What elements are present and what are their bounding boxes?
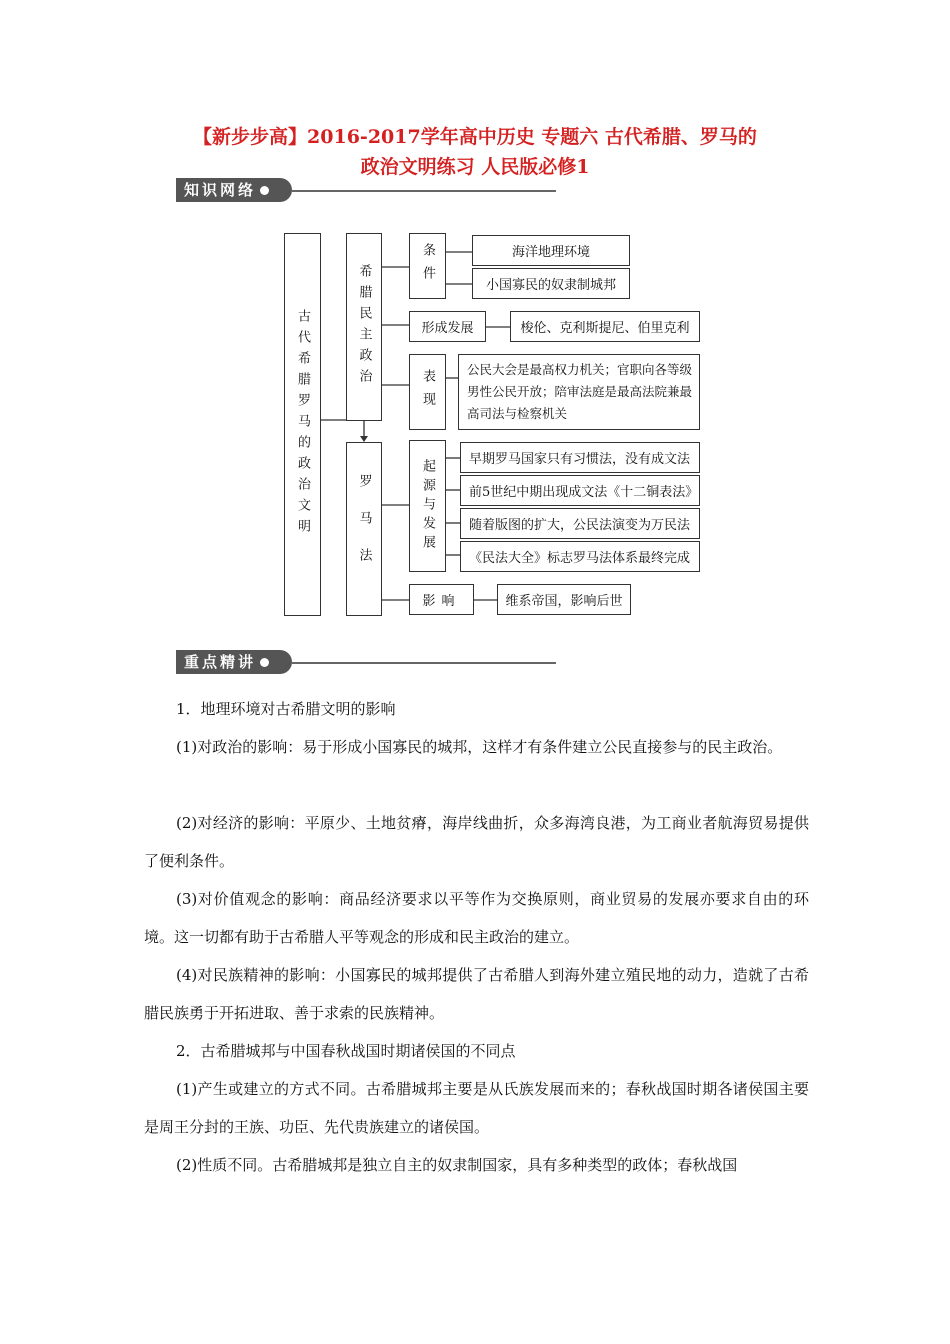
origin-item-text: 前5世纪中期出现成文法《十二铜表法》 [469, 485, 699, 500]
body-paragraph: (1)产生或建立的方式不同。古希腊城邦主要是从氏族发展而来的；春秋战国时期各诸侯国主要是周王分封的王族、功臣、先代贵族建立的诸侯国。 [144, 1080, 809, 1136]
diagram-formation-node [409, 311, 486, 342]
formation-label: 形成发展 [421, 321, 474, 336]
diagram-formation-item [510, 311, 700, 342]
bullet-dot-icon [260, 658, 269, 667]
body-heading-1: 1．地理环境对古希腊文明的影响 [176, 700, 396, 718]
body-paragraph: (2)对经济的影响：平原少、土地贫瘠，海岸线曲折，众多海湾良港，为工商业者航海贸易提供了便利条件。 [144, 814, 809, 870]
body-paragraph: (4)对民族精神的影响：小国寡民的城邦提供了古希腊人到海外建立殖民地的动力，造就了古希腊民族勇于开拓进取、善于求索的民族精神。 [144, 966, 809, 1022]
greek-node-label: 希腊民主政治 [356, 264, 372, 390]
body-paragraph: (1)对政治的影响：易于形成小国寡民的城邦，这样才有条件建立公民直接参与的民主政治。 [176, 738, 783, 756]
diagram-conditions-node [409, 233, 446, 299]
origin-item-text: 《民法大全》标志罗马法体系最终完成 [469, 551, 691, 566]
diagram-manifestation-node [409, 354, 446, 430]
section-divider [292, 662, 556, 664]
diagram-manifestation-item [458, 354, 700, 430]
section-label-text: 知识网络 [184, 181, 257, 199]
influence-label: 影响 [422, 594, 461, 609]
diagram-origin-item [460, 475, 700, 506]
diagram-origin-item [460, 508, 700, 539]
body-paragraph: (3)对价值观念的影响：商品经济要求以平等作为交换原则，商业贸易的发展亦要求自由的环境。这一切都有助于古希腊人平等观念的形成和民主政治的建立。 [144, 890, 809, 946]
document-title-line2: 政治文明练习 人民版必修1 [360, 156, 590, 178]
diagram-condition-item [472, 268, 630, 299]
diagram-influence-node [409, 584, 474, 615]
condition-item-text: 小国寡民的奴隶制城邦 [485, 278, 616, 293]
diagram-condition-item [472, 235, 630, 266]
section-label-key-points [176, 650, 292, 674]
document-title-line1: 【新步步高】2016-2017学年高中历史 专题六 古代希腊、罗马的 [193, 126, 757, 148]
roman-node-label: 罗马法 [356, 473, 372, 585]
diagram-greek-democracy-node [346, 233, 382, 421]
body-heading-2: 2．古希腊城邦与中国春秋战国时期诸侯国的不同点 [176, 1042, 516, 1060]
diagram-origin-item [460, 541, 700, 572]
influence-item-text: 维系帝国，影响后世 [505, 594, 623, 609]
diagram-influence-item [497, 584, 631, 615]
diagram-roman-law-node [346, 442, 382, 616]
diagram-origin-node [409, 440, 446, 572]
origin-item-text: 早期罗马国家只有习惯法，没有成文法 [469, 452, 691, 467]
diagram-origin-item [460, 442, 700, 473]
manifestation-label: 表现 [420, 369, 435, 415]
condition-item-text: 海洋地理环境 [511, 245, 590, 260]
body-paragraph: (2)性质不同。古希腊城邦是独立自主的奴隶制国家，具有多种类型的政体；春秋战国 [176, 1156, 738, 1174]
root-node-label: 古代希腊罗马的政治文明 [295, 309, 310, 540]
formation-item-text: 梭伦、克利斯提尼、伯里克利 [520, 321, 690, 336]
origin-item-text: 随着版图的扩大，公民法演变为万民法 [469, 518, 691, 533]
manifestation-item-text: 公民大会是最高权力机关；官职向各等级男性公民开放；陪审法庭是最高法院兼最高司法与检察机关 [467, 362, 693, 421]
diagram-root-node [284, 233, 321, 616]
origin-label: 起源与发展 [420, 458, 435, 554]
section-label-text: 重点精讲 [184, 653, 257, 671]
conditions-label: 条件 [420, 243, 435, 289]
